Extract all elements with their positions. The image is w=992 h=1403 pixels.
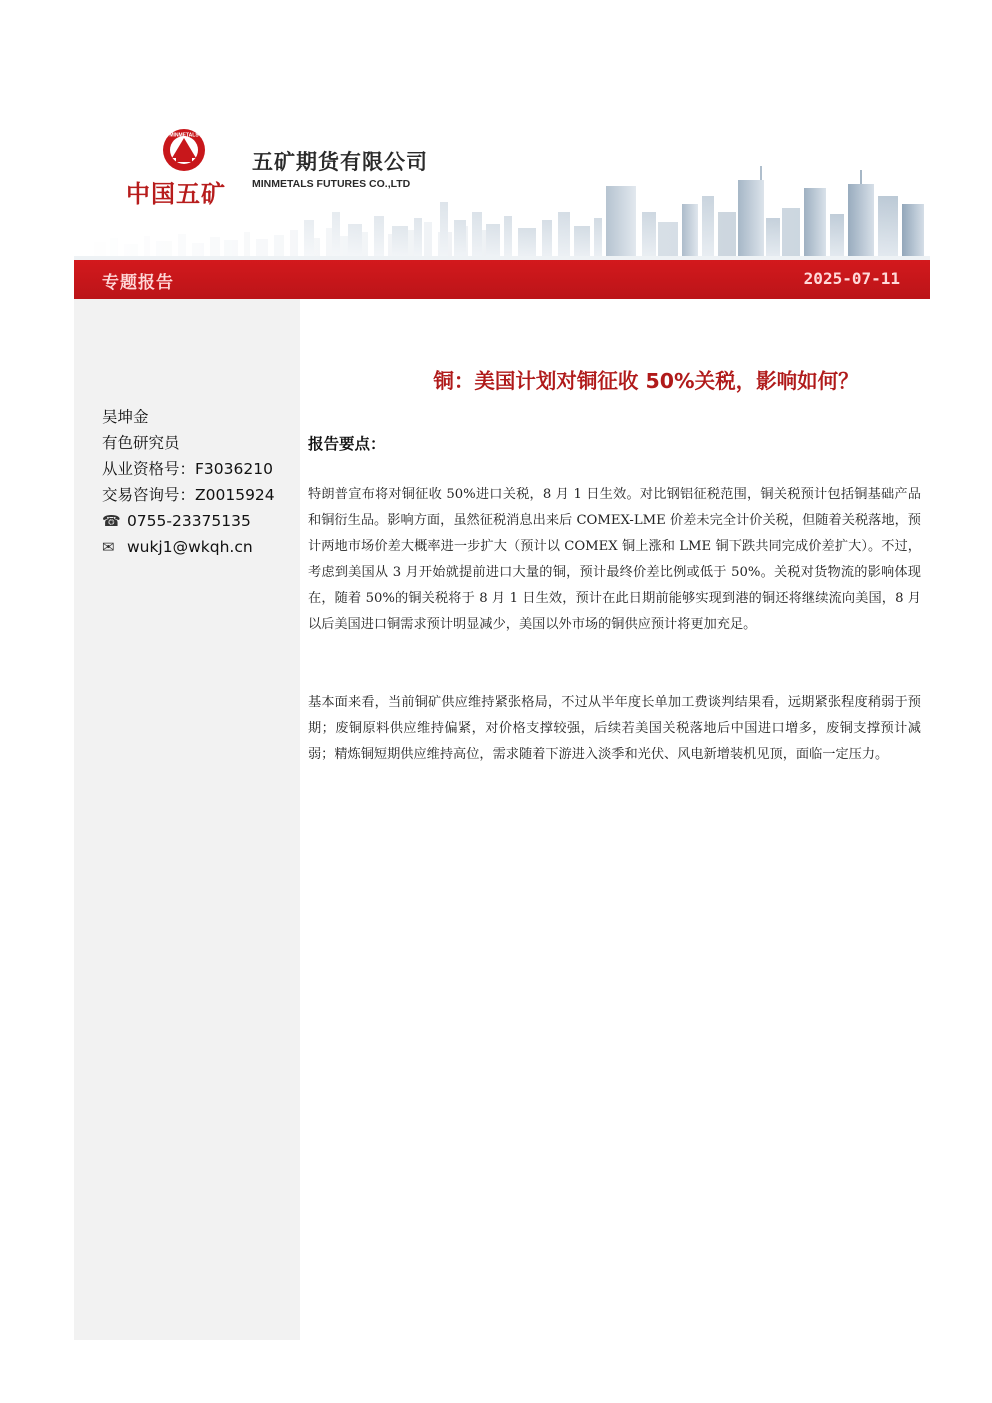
phone-icon: ☎ [102, 512, 121, 530]
key-points-paragraph-2: 基本面来看，当前铜矿供应维持紧张格局，不过从半年度长单加工费谈判结果看，远期紧张程度稍弱于预期；废铜原料供应维持偏紧，对价格支撑较强，后续若美国关税落地后中国进口增多，废铜支撑预计减弱；精炼铜短期供应维持高位，需求随着下游进入淡季和光伏、风电新增装机见顶，面临一定压力。 [308, 695, 921, 762]
analyst-phone-row [102, 508, 275, 534]
company-name-cn: 五矿期货有限公司 [252, 150, 428, 174]
analyst-email-row [102, 534, 275, 560]
analyst-consult-number: 交易咨询号：Z0015924 [102, 486, 275, 504]
analyst-qualification-number: 从业资格号：F3036210 [102, 460, 273, 478]
email-icon: ✉ [102, 538, 115, 556]
company-name [252, 146, 428, 190]
analyst-role: 有色研究员 [102, 434, 180, 452]
logo-text: 中国五矿 [126, 180, 226, 208]
analyst-sidebar [74, 299, 300, 1340]
report-title: 铜：美国计划对铜征收 50%关税，影响如何？ [433, 369, 859, 393]
emblem-text: MINMETALS [169, 132, 199, 139]
company-name-en: MINMETALS FUTURES CO.,LTD [252, 178, 411, 190]
report-type-label: 专题报告 [102, 273, 174, 293]
report-header [74, 100, 930, 260]
report-type-banner [74, 260, 930, 299]
company-logo [126, 126, 236, 216]
key-points-paragraph-1: 特朗普宣布将对铜征收 50%进口关税，8 月 1 日生效。对比钢铝征税范围，铜关税预计包括铜基础产品和铜衍生品。影响方面，虽然征税消息出来后 COMEX-LME 价差未完全计价关税，但随着关税落地，预计两地市场价差大概率进一步扩大（预计以 COMEX 铜上涨和 LME 铜下跌共同完成价差扩大）。不过，考虑到美国从 3 月开始就提前进口大量的铜，预计最终价差比例或低于 50%。关税对货物流的影响体现在，随着 50%的铜关税将于 8 月 1 日生效，预计在此日期前能够实现到港的铜还将继续流向美国，8 月以后美国进口铜需求预计明显减少，美国以外市场的铜供应预计将更加充足。 [308, 487, 921, 632]
minmetals-emblem-icon [162, 128, 206, 172]
analyst-name: 吴坤金 [102, 408, 149, 426]
analyst-email[interactable]: wukj1@wkqh.cn [126, 538, 253, 556]
key-points-heading: 报告要点： [308, 435, 386, 453]
report-date: 2025-07-11 [803, 269, 900, 288]
analyst-phone[interactable]: 0755-23375135 [126, 512, 251, 530]
analyst-info [102, 404, 275, 560]
